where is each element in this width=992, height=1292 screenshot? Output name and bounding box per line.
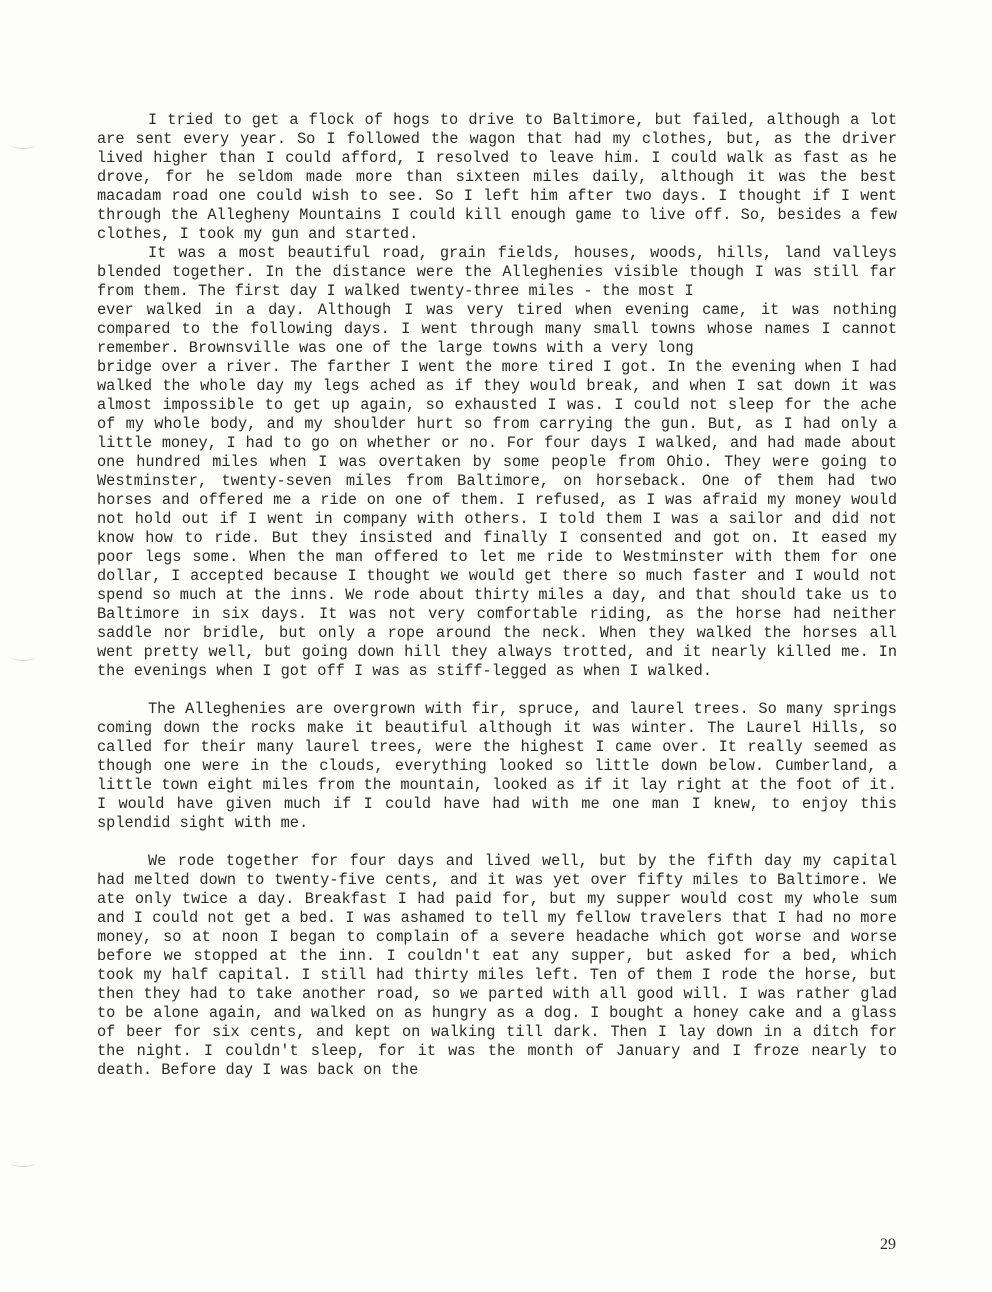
binder-hole-mark bbox=[10, 1158, 36, 1167]
paragraph: The Alleghenies are overgrown with fir, spruce, and laurel trees. So many springs coming down the rocks make it beautiful although it was winter. The Laurel Hills, so called for their many laurel trees, were the highest I came over. It really seemed as though one were in the clouds, everything looked so little down below. Cumberland, a little town eight miles from the mountain, looked as if it lay right at the foot of it. I would have given much if I could have had with me one man I knew, to enjoy this splendid sight with me. bbox=[97, 700, 897, 832]
paragraph: It was a most beautiful road, grain fields, houses, woods, hills, land valleys blended together. In the distance were the Alleghenies visible though I was still far from them. The first day I walked twenty-three miles - the most I bbox=[97, 244, 897, 300]
paragraph-gap bbox=[97, 833, 897, 852]
binder-hole-mark bbox=[10, 140, 36, 149]
paragraph: We rode together for four days and lived well, but by the fifth day my capital had melted down to twenty-five cents, and it was yet over fifty miles to Baltimore. We ate only twice a day. Breakfast I had paid for, but my supper would cost my whole sum and I could not get a bed. I was ashamed to tell my fellow travelers that I had no more money, so at noon I began to complain of a severe headache which got worse and worse before we stopped at the inn. I couldn't eat any supper, but asked for a bed, which took my half capital. I still had thirty miles left. Ten of them I rode the horse, but then they had to take another road, so we parted with all good will. I was rather glad to be alone again, and walked on as hungry as a dog. I bought a honey cake and a glass of beer for six cents, and kept on walking till dark. Then I lay down in a ditch for the night. I couldn't sleep, for it was the month of January and I froze nearly to death. Before day I was back on the bbox=[97, 852, 897, 1079]
binder-hole-mark bbox=[10, 652, 36, 661]
page-number: 29 bbox=[880, 1236, 896, 1253]
body-text bbox=[97, 111, 897, 1080]
paragraph: bridge over a river. The farther I went the more tired I got. In the evening when I had walked the whole day my legs ached as if they would break, and when I sat down it was almost impossible to get up again, so exhausted I was. I could not sleep for the ache of my whole body, and my shoulder hurt so from carrying the gun. But, as I had only a little money, I had to go on whether or no. For four days I walked, and had made about one hundred miles when I was overtaken by some people from Ohio. They were going to Westminster, twenty-seven miles from Baltimore, on horseback. One of them had two horses and offered me a ride on one of them. I refused, as I was afraid my money would not hold out if I went in company with others. I told them I was a sailor and did not know how to ride. But they insisted and finally I consented and got on. It eased my poor legs some. When the man offered to let me ride to Westminster with them for one dollar, I accepted because I thought we would get there so much faster and I would not spend so much at the inns. We rode about thirty miles a day, and that should take us to Baltimore in six days. It was not very comfortable riding, as the horse had neither saddle nor bridle, but only a rope around the neck. When they walked the horses all went pretty well, but going down hill they always trotted, and it nearly killed me. In the evenings when I got off I was as stiff-legged as when I walked. bbox=[97, 358, 897, 680]
paragraph-gap bbox=[97, 681, 897, 700]
paragraph: ever walked in a day. Although I was very tired when evening came, it was nothing compared to the following days. I went through many small towns whose names I cannot remember. Brownsville was one of the large towns with a very long bbox=[97, 301, 897, 357]
paragraph: I tried to get a flock of hogs to drive to Baltimore, but failed, although a lot are sent every year. So I followed the wagon that had my clothes, but, as the driver lived higher than I could afford, I resolved to leave him. I could walk as fast as he drove, for he seldom made more than sixteen miles daily, although it was the best macadam road one could wish to see. So I left him after two days. I thought if I went through the Allegheny Mountains I could kill enough game to live off. So, besides a few clothes, I took my gun and started. bbox=[97, 111, 897, 243]
